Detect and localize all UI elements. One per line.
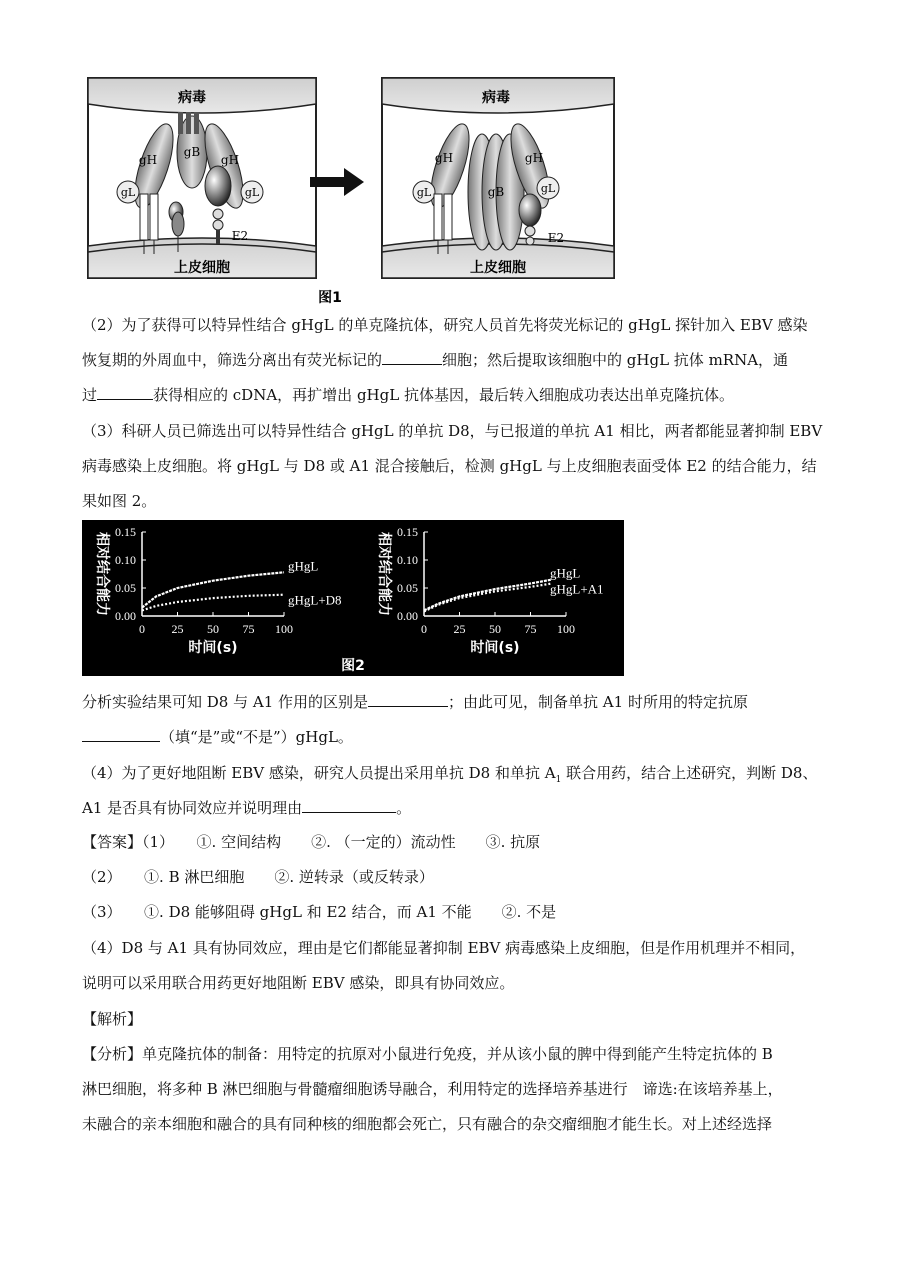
series-line-gHgL+D8 (142, 595, 284, 611)
receptor-E2-left: E2 (231, 229, 249, 243)
x-axis-label: 时间(s) (188, 640, 238, 656)
cell-label-left: 上皮细胞 (174, 260, 230, 276)
x-tick-label: 0 (421, 622, 427, 636)
gL-left-label: gL (120, 186, 136, 199)
explanation-line-2: 淋巴细胞，将多种 B 淋巴细胞与骨髓瘤细胞诱导融合，利用特定的选择培养基进行 谛选:在该培养基上， (82, 1080, 783, 1098)
analysis-line-2-text: （填“是”或“不是”）gHgL。 (160, 728, 353, 746)
explanation-heading: 【解析】 (82, 1010, 143, 1028)
answer-3: （3） ①. D8 能够阻碍 gHgL 和 E2 结合，而 A1 不能 ②. 不是 (82, 903, 557, 921)
x-tick-label: 50 (489, 622, 501, 636)
arrow-icon (310, 168, 364, 196)
answer-blank (97, 385, 153, 400)
series-label: gHgL+A1 (550, 581, 604, 597)
gH-left-label-right: gH (434, 151, 454, 165)
q4-line-1a: （4）为了更好地阻断 EBV 感染，研究人员提出采用单抗 D8 和单抗 A (82, 764, 556, 782)
gH-right-label: gH (220, 153, 240, 167)
y-tick-label: 0.10 (397, 553, 418, 567)
analysis-line-1 (82, 691, 748, 712)
q3-line-1: （3）科研人员已筛选出可以特异性结合 gHgL 的单抗 D8，与已报道的单抗 A1 相比，两者都能显著抑制 EBV (82, 422, 823, 440)
q2-line-2a: 恢复期的外周血中，筛选分离出有荧光标记的 (82, 351, 383, 369)
y-axis-label: 相对结合能力 (376, 532, 392, 616)
q4-subscript: 1 (555, 775, 562, 785)
series-label: gHgL (288, 558, 319, 574)
gH-right-label-right: gH (524, 151, 544, 165)
y-tick-label: 0.05 (397, 581, 418, 595)
series-label: gHgL (550, 565, 581, 581)
y-tick-label: 0.15 (115, 525, 136, 539)
receptor-E2-right: E2 (547, 231, 565, 245)
answer-2: （2） ①. B 淋巴细胞 ②. 逆转录（或反转录） (82, 868, 434, 886)
q2-line-3a: 过 (82, 386, 98, 404)
x-tick-label: 50 (207, 622, 219, 636)
y-tick-label: 0.05 (115, 581, 136, 595)
figure-1-left-panel (88, 78, 316, 278)
answer-1: 【答案】（1） ①. 空间结构 ②. （一定的）流动性 ③. 抗原 (82, 833, 541, 851)
figure-2 (82, 520, 624, 676)
q4-line-2 (82, 797, 411, 818)
x-tick-label: 25 (171, 622, 184, 636)
x-axis-label: 时间(s) (470, 640, 520, 656)
answer-4-line-2: 说明可以采用联合用药更好地阻断 EBV 感染，即具有协同效应。 (82, 974, 515, 992)
q4-line-1 (82, 762, 817, 785)
x-tick-label: 0 (139, 622, 145, 636)
figure-2-caption: 图2 (341, 658, 365, 674)
gH-left-label: gH (138, 153, 158, 167)
q4-line-1b: 联合用药，结合上述研究，判断 D8、 (561, 764, 818, 782)
answer-blank (302, 798, 396, 813)
figure-2-charts (82, 520, 624, 676)
gL-right-label-right: gL (540, 182, 556, 195)
figure-1-right-panel (382, 78, 614, 278)
explanation-line-3: 未融合的亲本细胞和融合的具有同种核的细胞都会死亡，只有融合的杂交瘤细胞才能生长。对上述经选择 (82, 1115, 773, 1133)
gL-left-label-right: gL (416, 186, 432, 199)
y-tick-label: 0.00 (397, 609, 418, 623)
analysis-line-2 (82, 726, 353, 747)
analysis-line-1b: ；由此可见，制备单抗 A1 时所用的特定抗原 (448, 693, 748, 711)
cell-label-right: 上皮细胞 (470, 260, 526, 276)
q2-line-2 (82, 349, 788, 370)
x-tick-label: 75 (242, 622, 255, 636)
series-label: gHgL+D8 (288, 592, 342, 608)
x-tick-label: 25 (453, 622, 466, 636)
q3-line-3: 果如图 2。 (82, 492, 157, 510)
analysis-line-1a: 分析实验结果可知 D8 与 A1 作用的区别是 (82, 693, 369, 711)
virus-label-left: 病毒 (178, 90, 206, 106)
q2-line-1: （2）为了获得可以特异性结合 gHgL 的单克隆抗体，研究人员首先将荧光标记的 gHgL 探针加入 EBV 感染 (82, 316, 808, 334)
gB-left-label: gB (183, 145, 201, 159)
answer-4-line-1: （4）D8 与 A1 具有协同效应，理由是它们都能显著抑制 EBV 病毒感染上皮细胞，但是作用机理并不相同， (82, 939, 806, 957)
answer-blank (368, 692, 448, 707)
virus-label-right: 病毒 (482, 90, 510, 106)
explanation-line-1: 【分析】单克隆抗体的制备：用特定的抗原对小鼠进行免疫，并从该小鼠的脾中得到能产生特定抗体的 B (82, 1045, 773, 1063)
x-tick-label: 100 (557, 622, 575, 636)
y-tick-label: 0.10 (115, 553, 136, 567)
series-line-gHgL (142, 572, 284, 607)
figure-1-diagram (82, 74, 622, 310)
y-tick-label: 0.15 (397, 525, 418, 539)
y-tick-label: 0.00 (115, 609, 136, 623)
figure-1-caption: 图1 (318, 290, 342, 306)
q2-line-2b: 细胞；然后提取该细胞中的 gHgL 抗体 mRNA，通 (442, 351, 789, 369)
q2-line-3b: 获得相应的 cDNA，再扩增出 gHgL 抗体基因，最后转入细胞成功表达出单克隆抗体。 (153, 386, 734, 404)
x-tick-label: 100 (275, 622, 293, 636)
x-tick-label: 75 (524, 622, 537, 636)
gB-label-right: gB (487, 185, 505, 199)
q3-line-2: 病毒感染上皮细胞。将 gHgL 与 D8 或 A1 混合接触后，检测 gHgL 与上皮细胞表面受体 E2 的结合能力，结 (82, 457, 817, 475)
y-axis-label: 相对结合能力 (94, 532, 110, 616)
q4-line-2b: 。 (396, 799, 412, 817)
q2-line-3 (82, 384, 734, 405)
series-line-gHgL (424, 580, 552, 611)
series-line-gHgL+A1 (424, 584, 552, 612)
answer-blank (382, 350, 442, 365)
gL-right-label: gL (244, 186, 260, 199)
figure-1 (82, 74, 622, 310)
answer-blank (82, 727, 160, 742)
q4-line-2a: A1 是否具有协同效应并说明理由 (82, 799, 303, 817)
